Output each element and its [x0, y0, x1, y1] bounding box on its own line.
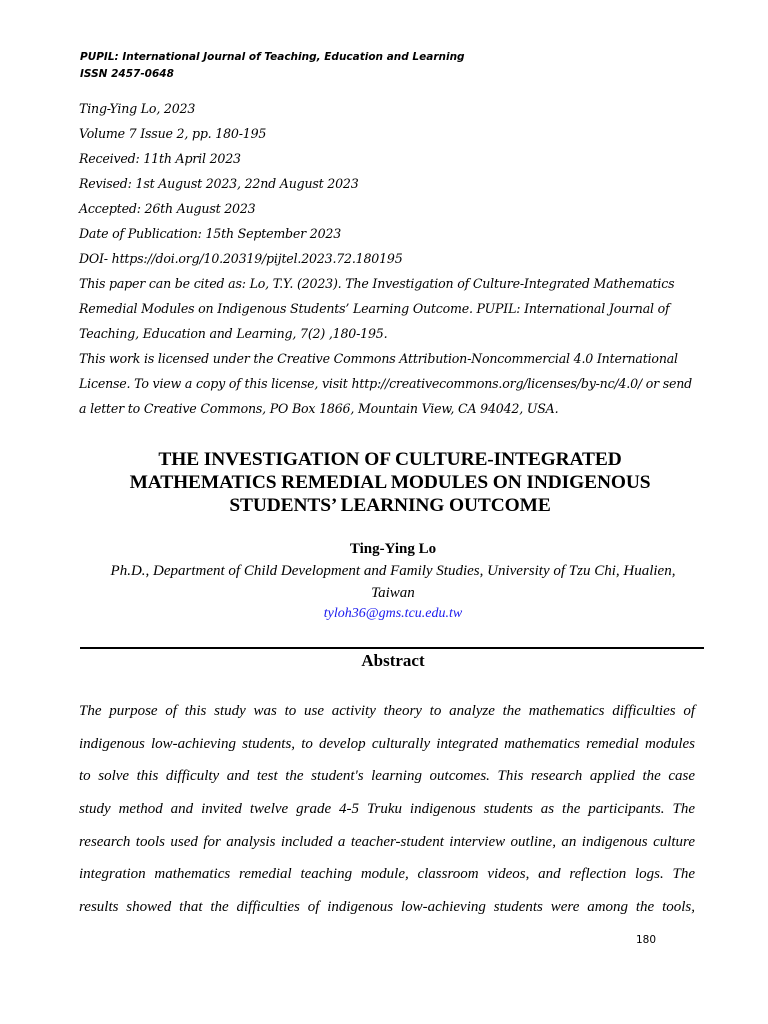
journal-header	[80, 49, 700, 83]
abstract-heading: Abstract	[361, 651, 425, 670]
affiliation-line: Taiwan	[371, 585, 415, 601]
abstract-line: integration mathematics remedial teaching module, classroom videos, and reflection logs. The	[79, 866, 695, 883]
meta-license-line: This work is licensed under the Creative Commons Attribution-Noncommercial 4.0 International	[79, 351, 678, 366]
meta-revised: Revised: 1st August 2023, 22nd August 2023	[79, 176, 359, 191]
meta-volume: Volume 7 Issue 2, pp. 180-195	[79, 126, 267, 141]
page-number: 180	[635, 934, 657, 946]
meta-accepted: Accepted: 26th August 2023	[79, 201, 256, 216]
journal-issn: ISSN 2457-0648	[80, 68, 174, 80]
abstract-line: to solve this difficulty and test the student's learning outcomes. This research applied the case	[79, 768, 695, 785]
abstract-line: results showed that the difficulties of indigenous low-achieving students were among the tools,	[79, 899, 695, 916]
paper-title	[60, 448, 720, 517]
meta-citation-line: Teaching, Education and Learning, 7(2) ,180-195.	[79, 326, 388, 341]
abstract-body	[79, 695, 695, 924]
author-email-link[interactable]: tyloh36@gms.tcu.edu.tw	[323, 606, 463, 621]
meta-license-line[interactable]: License. To view a copy of this license, visit http://creativecommons.org/licenses/by-nc/4.0/ or send	[79, 376, 693, 391]
abstract-line: research tools used for analysis included a teacher-student interview outline, an indigenous culture	[79, 833, 695, 850]
section-divider	[80, 647, 704, 649]
meta-author-year: Ting-Ying Lo, 2023	[79, 101, 196, 116]
abstract-line: The purpose of this study was to use activity theory to analyze the mathematics difficulties of	[79, 703, 695, 719]
meta-citation-line: Remedial Modules on Indigenous Students’ Learning Outcome. PUPIL: International Journal of	[79, 301, 670, 316]
meta-citation-line: This paper can be cited as: Lo, T.Y. (2023). The Investigation of Culture-Integrated Mathematics	[79, 276, 675, 291]
title-line: MATHEMATICS REMEDIAL MODULES ON INDIGENOUS	[129, 472, 651, 493]
title-line: THE INVESTIGATION OF CULTURE-INTEGRATED	[158, 449, 622, 470]
meta-publication-date: Date of Publication: 15th September 2023	[79, 226, 342, 241]
author-name: Ting-Ying Lo	[349, 541, 437, 557]
meta-doi[interactable]: DOI- https://doi.org/10.20319/pijtel.2023.72.180195	[79, 251, 403, 266]
publication-metadata	[79, 96, 693, 421]
author-affiliation	[84, 560, 702, 604]
journal-name: PUPIL: International Journal of Teaching, Education and Learning	[80, 51, 465, 63]
meta-received: Received: 11th April 2023	[79, 151, 241, 166]
affiliation-line: Ph.D., Department of Child Development and Family Studies, University of Tzu Chi, Hualien,	[110, 563, 676, 579]
abstract-line: study method and invited twelve grade 4-5 Truku indigenous students as the participants. The	[79, 801, 695, 818]
abstract-line: indigenous low-achieving students, to develop culturally integrated mathematics remedial modules	[79, 735, 695, 752]
meta-license-line: a letter to Creative Commons, PO Box 1866, Mountain View, CA 94042, USA.	[79, 401, 559, 416]
title-line: STUDENTS’ LEARNING OUTCOME	[229, 495, 551, 516]
